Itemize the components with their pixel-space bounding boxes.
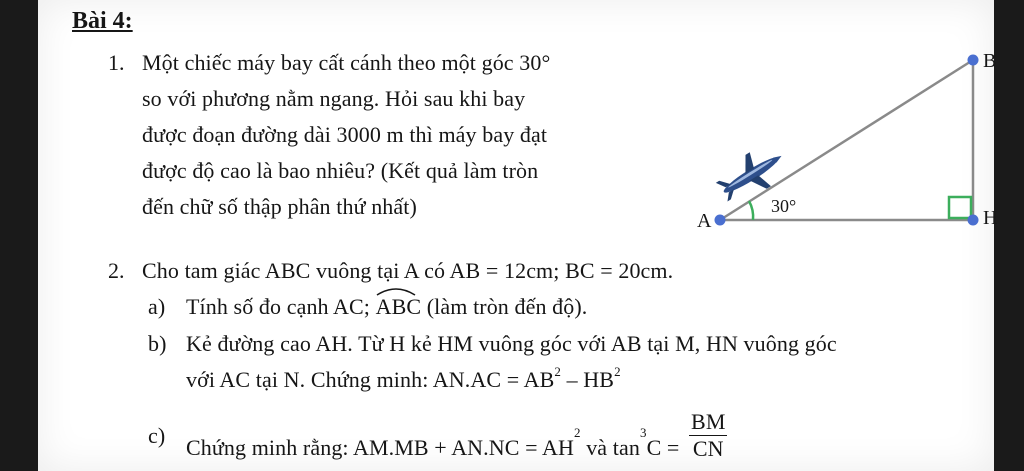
point-h	[968, 215, 979, 226]
angle-abc-text: ABC	[375, 294, 422, 319]
triangle-lines	[720, 60, 973, 220]
triangle-figure	[663, 40, 998, 240]
part-a-post: (làm tròn đến độ).	[421, 294, 588, 319]
problem-1-line-3: được đoạn đường dài 3000 m thì máy bay đạt	[142, 122, 548, 147]
part-a-label: a)	[148, 294, 166, 319]
problem-1-line-2: so với phương nằm ngang. Hỏi sau khi bay	[142, 86, 526, 111]
fraction-denominator: CN	[692, 436, 724, 461]
part-b-sup-2: 2	[614, 363, 621, 379]
point-a	[715, 215, 726, 226]
point-b	[968, 55, 979, 66]
fraction-numerator: BM	[691, 409, 726, 434]
part-c-post: C =	[646, 434, 686, 460]
part-c-text	[186, 409, 727, 465]
angle-label: 30°	[771, 196, 797, 216]
part-c-pre: Chứng minh rằng: AM.MB + AN.NC = AH	[186, 434, 574, 460]
angle-arc	[749, 201, 753, 220]
part-b-sup-1: 2	[554, 363, 561, 379]
problem-1-line-5: đến chữ số thập phân thứ nhất)	[142, 194, 417, 219]
problem-1-line-1: Một chiếc máy bay cất cánh theo một góc 30°	[142, 50, 551, 75]
problem-1-line-4: được độ cao là bao nhiêu? (Kết quả làm tròn	[142, 158, 539, 183]
part-a-text	[186, 294, 587, 320]
part-c-sup-2: 3	[639, 425, 647, 441]
part-b-line-2-pre: với AC tại N. Chứng minh: AN.AC = AB	[186, 367, 555, 392]
part-b-line-2-mid: – HB	[561, 367, 615, 392]
fraction-bm-cn	[689, 409, 727, 462]
angle-hat	[376, 286, 416, 296]
right-angle-mark	[949, 197, 971, 218]
problem-2-number: 2.	[108, 258, 125, 283]
part-c-mid: và tan	[580, 434, 640, 460]
part-b-line-1: Kẻ đường cao AH. Từ H kẻ HM vuông góc với AB tại M, HN vuông góc	[186, 331, 837, 356]
part-c-sup-1: 2	[574, 425, 581, 441]
label-h: H	[983, 207, 998, 229]
label-b: B	[983, 50, 997, 72]
problem-1-number: 1.	[108, 50, 125, 75]
problem-2-intro: Cho tam giác ABC vuông tại A có AB = 12cm; BC = 20cm.	[142, 258, 674, 283]
part-a-pre: Tính số đo cạnh AC;	[186, 294, 376, 319]
exercise-title: Bài 4:	[72, 8, 133, 34]
part-b-line-2	[186, 363, 621, 393]
worksheet-page	[38, 0, 998, 471]
part-c-label: c)	[148, 423, 166, 448]
angle-abc	[376, 294, 422, 320]
part-b-label: b)	[148, 331, 167, 356]
label-a: A	[697, 210, 712, 232]
